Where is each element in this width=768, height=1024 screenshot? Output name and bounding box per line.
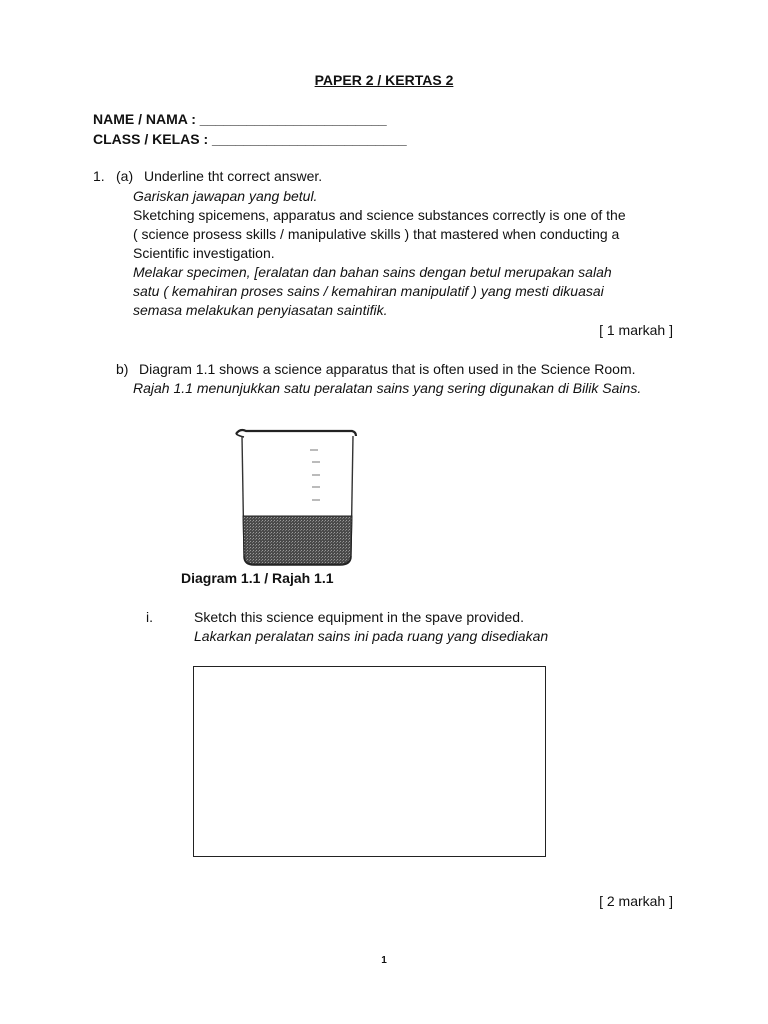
- part-b-label: b): [116, 361, 129, 377]
- question-number: 1.: [93, 168, 105, 184]
- statement-en-line-2: ( science prosess skills / manipulative skills ) that mastered when conducting a: [133, 226, 620, 242]
- class-field: CLASS / KELAS : _________________________: [93, 131, 407, 147]
- name-field: NAME / NAMA : ________________________: [93, 111, 387, 127]
- statement-ms-line-3: semasa melakukan penyiasatan saintifik.: [133, 302, 388, 318]
- statement-ms-line-1: Melakar specimen, [eralatan dan bahan sains dengan betul merupakan salah: [133, 264, 612, 280]
- part-a-body: [133, 187, 626, 320]
- page-number: 1: [381, 955, 387, 966]
- statement-ms-line-2: satu ( kemahiran proses sains / kemahiran manipulatif ) yang mesti dikuasai: [133, 283, 604, 299]
- page-title: PAPER 2 / KERTAS 2: [314, 72, 454, 88]
- part-b-marks: [ 2 markah ]: [599, 893, 673, 909]
- beaker-diagram: [232, 424, 362, 572]
- statement-en-line-1: Sketching spicemens, apparatus and science substances correctly is one of the: [133, 207, 626, 223]
- sub-i-label: i.: [146, 609, 153, 625]
- part-b-text-en: Diagram 1.1 shows a science apparatus that is often used in the Science Room.: [139, 361, 636, 377]
- part-a-label: (a): [116, 168, 134, 184]
- part-a-instruction-ms: Gariskan jawapan yang betul.: [133, 188, 318, 204]
- part-b-text-ms: Rajah 1.1 menunjukkan satu peralatan sains yang sering digunakan di Bilik Sains.: [133, 380, 642, 396]
- sub-i-text-ms: Lakarkan peralatan sains ini pada ruang yang disediakan: [194, 628, 549, 644]
- part-a-marks: [ 1 markah ]: [599, 322, 673, 338]
- part-a-instruction-en: Underline tht correct answer.: [144, 168, 323, 184]
- sub-i-text-en: Sketch this science equipment in the spave provided.: [194, 609, 524, 625]
- diagram-caption: Diagram 1.1 / Rajah 1.1: [181, 570, 334, 586]
- statement-en-line-3: Scientific investigation.: [133, 245, 275, 261]
- sketch-answer-box[interactable]: [193, 666, 546, 857]
